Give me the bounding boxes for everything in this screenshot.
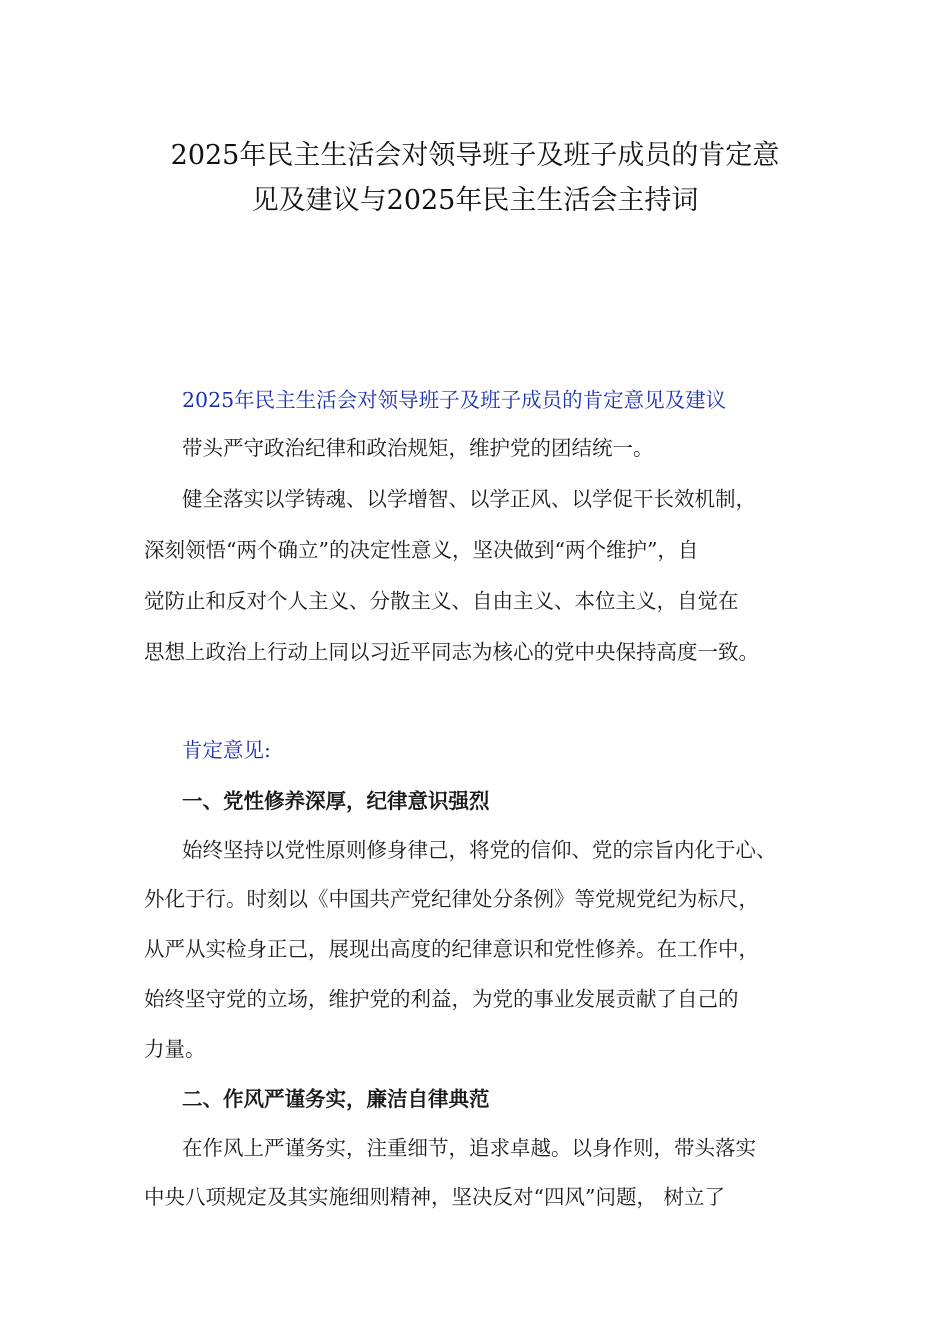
title-line-2: 见及建议与2025年民主生活会主持词 xyxy=(251,185,699,216)
intro-paragraph: 带头严守政治纪律和政治规矩，维护党的团结统一。 xyxy=(182,436,654,460)
document-title xyxy=(130,133,820,223)
paragraph-line: 深刻领悟“两个确立”的决定性意义，坚决做到“两个维护”，自 xyxy=(144,538,699,562)
paragraph-line: 健全落实以学铸魂、以学增智、以学正风、以学促干长效机制， xyxy=(182,487,756,511)
item-1-heading: 一、党性修养深厚，纪律意识强烈 xyxy=(182,789,490,813)
title-line-1: 2025年民主生活会对领导班子及班子成员的肯定意 xyxy=(170,140,780,171)
positive-opinions-label: 肯定意见: xyxy=(182,738,271,762)
paragraph-line: 始终坚守党的立场，维护党的利益，为党的事业发展贡献了自己的 xyxy=(144,987,739,1011)
paragraph-line: 中央八项规定及其实施细则精神，坚决反对“四风”问题， 树立了 xyxy=(144,1185,725,1209)
paragraph-line: 在作风上严谨务实，注重细节，追求卓越。以身作则，带头落实 xyxy=(182,1136,756,1160)
paragraph-line: 力量。 xyxy=(144,1037,206,1061)
paragraph-line: 从严从实检身正己，展现出高度的纪律意识和党性修养。在工作中， xyxy=(144,937,759,961)
paragraph-line: 觉防止和反对个人主义、分散主义、自由主义、本位主义，自觉在 xyxy=(144,589,739,613)
paragraph-line: 外化于行。时刻以《中国共产党纪律处分条例》等党规党纪为标尺， xyxy=(144,887,759,911)
section-heading: 2025年民主生活会对领导班子及班子成员的肯定意见及建议 xyxy=(182,388,727,412)
item-2-heading: 二、作风严谨务实，廉洁自律典范 xyxy=(182,1087,490,1111)
paragraph-line: 始终坚持以党性原则修身律己，将党的信仰、党的宗旨内化于心、 xyxy=(182,838,777,862)
paragraph-line: 思想上政治上行动上同以习近平同志为核心的党中央保持高度一致。 xyxy=(144,640,759,664)
